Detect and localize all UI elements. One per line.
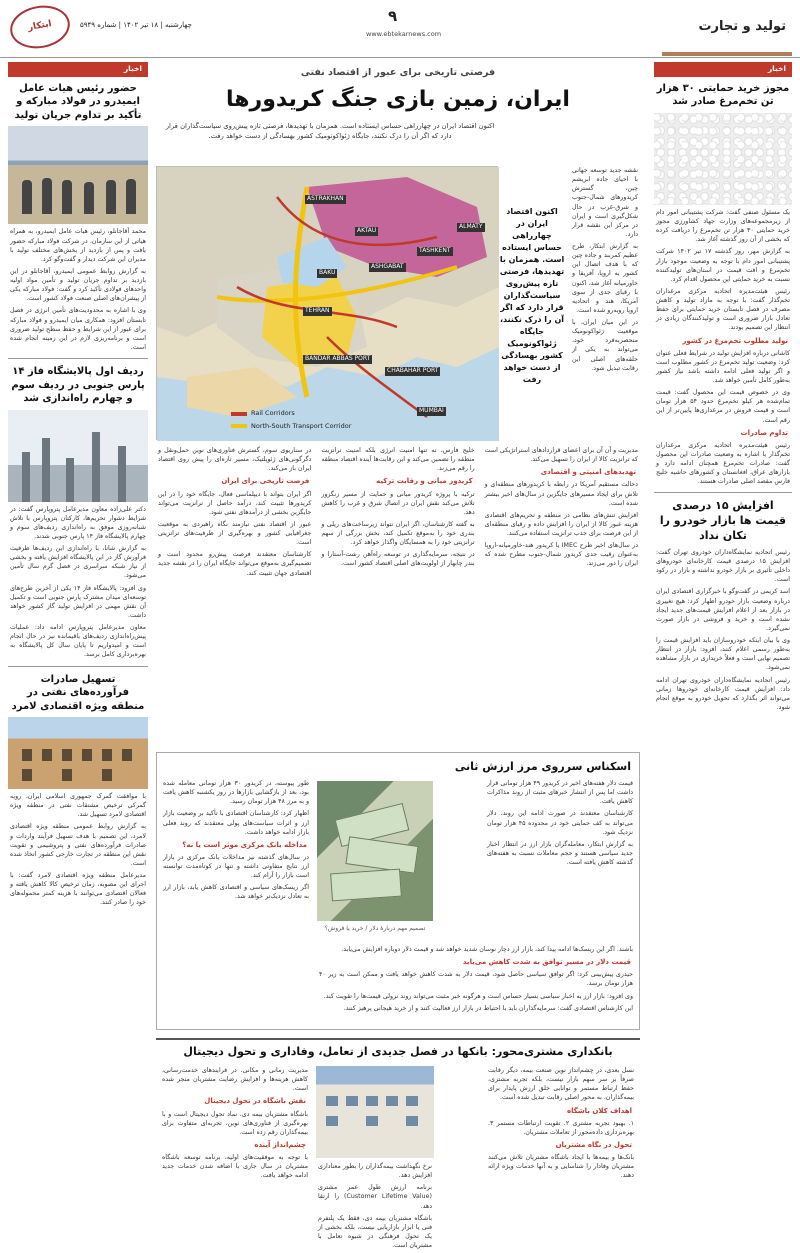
newspaper-logo: ابتکار <box>7 1 73 53</box>
paragraph: افزایش تنش‌های نظامی در منطقه و تحریم‌های اقتصادی هزینه عبور کالا از ایران را افزایش داده و رقبای منطقه‌ای از این فرصت برای جذب ترانزیت استفاده می‌کنند. <box>484 511 638 538</box>
insurance-story <box>156 1038 640 1249</box>
paragraph: با موافقت گمرک جمهوری اسلامی ایران، رویه گمرکی ترخیص مشتقات نفتی در منطقه ویژه اقتصادی لامرد تسهیل شد. <box>10 793 146 819</box>
divider <box>8 666 148 667</box>
subheading: قیمت دلار در مسیر توافق به شدت کاهش می‌یابد <box>462 958 631 967</box>
corridor-map <box>156 166 498 440</box>
paragraph: خلیج فارس، نه تنها امنیت انرژی بلکه امنیت ترانزیت منطقه را تضمین می‌کند و این رقابت‌ها آینده اقتصاد منطقه را رقم می‌زند. <box>321 447 475 473</box>
paragraph: معاون مدیرعامل پتروپارس ادامه داد: عملیات پیش‌راه‌اندازی ردیف‌های باقیمانده نیز در حال انجام است و امیدواریم تا پایان سال کل پالایشگاه به بهره‌برداری کامل برسد. <box>10 624 146 659</box>
page-header <box>0 0 800 58</box>
paragraph: محمد آقاجانلو، رئیس هیات عامل ایمیدرو، به همراه هیاتی از این سازمان، در شرکت فولاد مبارکه حضور یافت و پس از بازدید از بخش‌های مختلف تولید با مدیران این شرکت دیدار و گفت‌وگو کرد. <box>10 228 146 263</box>
paragraph: نقشه جدید توسعه جهانی با احیای جاده ابریشم چین، گسترش کریدورهای شمال-جنوب و شرق-غرب در حال شکل‌گیری است و ایران در مرکز این نقشه قرار دارد. <box>572 167 638 238</box>
paragraph: رئیس هیئت‌مدیره اتحادیه مرکزی مرغداران تخم‌گذار گفت: با توجه به مازاد تولید و کاهش مصرف در فصل تابستان خرید حمایتی برای حفظ تعادل بازار ضروری است و تولیدکنندگان زیادی در انتظار این تصمیم بودند. <box>656 287 790 332</box>
map-graphic <box>157 167 499 441</box>
refinery-story-body <box>8 505 148 660</box>
paragraph: اظهار کرد: کارشناسان اقتصادی با تأکید بر وضعیت بازار ارز و اثرات سیاست‌های پولی معتقدند که روند فعلی بازار ادامه خواهد داشت. <box>163 810 309 836</box>
right-column <box>654 62 792 1230</box>
currency-story <box>156 752 640 1030</box>
map-label: TEHRAN <box>305 307 330 314</box>
lamerd-story-body <box>8 792 148 908</box>
paragraph: رئیس هیئت‌مدیره اتحادیه مرکزی مرغداران تخم‌گذار با اشاره به وضعیت صادرات این محصول گفت: صادرات تخم‌مرغ همچنان ادامه دارد و بازارهای عراق، افغانستان و کشورهای حاشیه خلیج فارس مقصد اصلی صادرات هستند. <box>656 441 790 486</box>
paragraph: باشگاه مشتریان بیمه دی، نماد تحول دیجیتال است و با بهره‌گیری از فناوری‌های نوین، تجربه‌ای متفاوت برای بیمه‌گذاران رقم زده است. <box>162 1110 308 1136</box>
lead-headline: ایران، زمین بازی جنگ کریدورها <box>226 86 570 112</box>
insurance-col <box>486 1066 636 1183</box>
paragraph: اگر ایران بتواند با دیپلماسی فعال، جایگاه خود را در این کریدورها تثبیت کند، درآمد حاصل از ترانزیت می‌تواند جایگزین بخشی از درآمدهای نفتی شود. <box>158 490 312 516</box>
subheading: کریدور میانی و رقابت ترکیه <box>376 477 473 486</box>
legend-label: Rail Corridors <box>251 409 295 418</box>
car-story-headline: افزایش ۱۵ درصدی قیمت ها بازار خودرو را تکان نداد <box>659 499 787 543</box>
section-title: تولید و تجارت <box>698 19 786 34</box>
subheading: تداوم صادرات <box>740 428 788 437</box>
legend-item-rail <box>231 409 351 418</box>
egg-story-headline: مجوز خرید حمایتی ۳۰ هزار تن تخم‌مرغ صادر شد <box>656 82 790 108</box>
paragraph: در سال‌های اخیر طرح IMEC یا کریدور هند-خاورمیانه-اروپا به‌عنوان رقیب جدی کریدور شمال-جنوب مطرح شده که ایران را دور می‌زند. <box>484 542 638 568</box>
refinery-story-headline: ردیف اول پالایشگاه فاز ۱۴ پارس جنوبی در ردیف سوم و چهارم راه‌اندازی شد <box>11 366 145 404</box>
paragraph: اسد کریمی در گفت‌وگو با خبرگزاری اقتصادی ایران درباره وضعیت بازار خودرو اظهار کرد: هیچ تغییری در بازار بعد از اعلام افزایش قیمت‌های جدید ایجاد نشده است و خرید و فروشی در بازار صورت نمی‌گیرد. <box>656 588 790 632</box>
lamerd-story-headline: تسهیل صادرات فرآورده‌های نفتی در منطقه ویژه اقتصادی لامرد <box>11 673 145 712</box>
main-column <box>156 62 640 1249</box>
paragraph: وی افزود: بازار ارز به اخبار سیاسی بسیار حساس است و هرگونه خبر مثبت می‌تواند روند نزولی قیمت‌ها را تقویت کند. <box>323 992 633 1000</box>
currency-col <box>317 945 635 1016</box>
paragraph: این کارشناس اقتصادی گفت: سرمایه‌گذاران باید با احتیاط در بازار ارز فعالیت کنند و از خرید هیجانی پرهیز کنند. <box>343 1004 633 1012</box>
map-label: AKTAU <box>357 227 377 234</box>
paragraph: باشگاه مشتریان بیمه دی، فقط یک پلتفرم فنی یا ابزار بازاریابی نیست، بلکه بخشی از یک تحول فرهنگی در شیوه تعامل با مشتریان است. <box>318 1214 432 1249</box>
subheading: تولید مطلوب تخم‌مرغ در کشور <box>682 336 788 345</box>
map-label: ASTRAKHAN <box>307 195 344 202</box>
lead-intro-text <box>570 166 640 376</box>
paragraph: کارشناسان معتقدند در صورت ادامه این روند، دلار می‌تواند به کف حمایتی خود در محدوده ۴۵ هزار تومان نزدیک شود. <box>487 810 634 836</box>
steel-story-headline: حضور رئیس هیات عامل ایمیدرو در فولاد مبارکه و تأکید بر تداوم جریان تولید <box>14 82 142 121</box>
subheading: فرصت تاریخی برای ایران <box>221 477 310 486</box>
egg-story-body <box>654 208 792 487</box>
lead-summary: اکنون اقتصاد ایران در چهارراهی حساس ایستاده است. همزمان با تهدیدها، فرصتی تازه پیش‌روی سیاست‌گذاران قرار دارد که اگر آن را درک نکنند، جایگاه ژئواکونومیک کشور بهسادگی از دست خواهد رفت. <box>165 121 495 140</box>
map-label: BAKU <box>319 269 336 276</box>
paragraph: رئیس اتحادیه نمایشگاه‌داران خودروی تهران گفت: افزایش ۱۵ درصدی قیمت کارخانه‌ای خودروهای داخلی تأثیری بر بازار خودرو نداشته و بازار در رکود است. <box>656 548 790 584</box>
paragraph: اگر ریسک‌های سیاسی و اقتصادی کاهش یابد، بازار ارز به تعادل نزدیک‌تر خواهد شد. <box>163 884 309 901</box>
pull-quote: اکنون اقتصاد ایران در چهارراهی حساس ایستاده است. همزمان با تهدیدها، فرصتی تازه پیش‌روی سیاست‌گذاران قرار دارد که اگر آن را درک نکنند، جایگاه ژئواکونومیک کشور بهسادگی از دست خواهد رفت <box>499 207 565 384</box>
subheading: تهدیدهای امنیتی و اقتصادی <box>540 468 636 477</box>
subheading: چشم‌انداز آینده <box>254 1140 306 1149</box>
divider <box>8 358 148 359</box>
map-label: CHABAHAR PORT <box>387 367 439 374</box>
photo-caption: تصمیم مهم دربارهٔ دلار / خرید یا فروش؟ <box>324 925 426 932</box>
paragraph: حیدری پیش‌بینی کرد: اگر توافق سیاسی حاصل شود، قیمت دلار به شدت کاهش خواهد یافت و ممکن است به زیر ۴۰ هزار تومان برسد. <box>319 971 633 988</box>
paragraph: ۱. بهبود تجربه مشتری ۲. تقویت ارتباطات مستمر ۳. بهره‌برداری داده‌محور از تعاملات مشتریان. <box>488 1119 634 1136</box>
subheading: مداخله بانک مرکزی موثر است یا نه؟ <box>182 840 307 849</box>
nstc-swatch <box>231 424 247 428</box>
car-story-body <box>654 548 792 712</box>
lead-body <box>156 446 640 746</box>
paragraph: مدیرعامل منطقه ویژه اقتصادی لامرد گفت: با اجرای این مصوبه، زمان ترخیص کالا کاهش یافته و فعالان اقتصادی می‌توانند با هزینه کمتر محموله‌های خود را صادر کنند. <box>10 872 146 907</box>
map-label: TASHKENT <box>419 247 451 254</box>
building-photo <box>8 717 148 789</box>
refinery-photo <box>8 410 148 502</box>
map-side-panel <box>498 166 640 440</box>
paragraph: رئیس اتحادیه نمایشگاه‌داران خودروی تهران ادامه داد: افزایش قیمت کارخانه‌ای خودروها زمانی می‌تواند اثر بگذارد که تحویل خودرو به موقع انجام شود. <box>656 676 790 711</box>
paragraph: دکتر علی‌زاده معاون مدیرعامل پتروپارس گفت: در شرایط دشوار تحریم‌ها، کارکنان پتروپارس با تلاش شبانه‌روزی موفق به راه‌اندازی ردیف‌های سوم و چهارم پالایشگاه فاز ۱۴ پارس جنوبی شدند. <box>10 505 146 540</box>
news-tag: اخبار <box>654 62 792 77</box>
paragraph: به گزارش روابط عمومی ایمیدرو، آقاجانلو در این بازدید بر تداوم جریان تولید و تأمین مواد اولیه واحدهای فولادی تأکید کرد و گفت: فولاد مبارکه یکی از پیشران‌های اصلی صنعت فولاد کشور است. <box>10 267 146 303</box>
paragraph: طور پیوسته، در کریدور ۳۰ هزار تومانی معامله شده بود، بعد از بازگشایی بازارها در روز یکشنبه کاهش یافت و به مرز ۴۸ هزار تومان رسید. <box>163 780 309 806</box>
paragraph: به گزارش شانا، با راه‌اندازی این ردیف‌ها ظرفیت فرآورش گاز در این پالایشگاه افزایش یافته و بخشی از نیاز شبکه سراسری در فصل گرم سال تأمین می‌شود. <box>10 545 146 580</box>
delegation-visit-photo <box>8 126 148 224</box>
eggs-photo <box>654 113 792 205</box>
paragraph: کارشناسان معتقدند فرصت پیش‌رو محدود است و تصمیم‌گیری به‌موقع می‌تواند جایگاه ایران را در نقشه جدید اقتصادی جهان تثبیت کند. <box>158 551 312 577</box>
divider <box>654 492 792 493</box>
lead-kicker: فرصتی تاریخی برای عبور از اقتصاد نفتی <box>300 67 496 78</box>
paragraph: قیمت دلار هفته‌های اخیر در کریدور ۴۹ هزار تومانی قرار داشت اما پس از انتشار خبرهای مثبت از روند مذاکرات کاهش یافت. <box>487 780 633 806</box>
rail-swatch <box>231 412 247 416</box>
paragraph: به گزارش ابتکار، طرح عظیم کمربند و جاده چین که با هدف اتصال این کشور به اروپا، آفریقا و خاورمیانه آغاز شد، اکنون با رقبای جدی از سوی آمریکا، هند و اتحادیه اروپا روبه‌رو شده است. <box>572 243 638 314</box>
map-label: ALMATY <box>459 223 483 230</box>
insurance-col <box>316 1162 434 1253</box>
lead-body-col <box>483 446 640 746</box>
paragraph: برنامه ارزش طول عمر مشتری (Customer Lifetime Value) را ارتقا دهد. <box>318 1184 432 1210</box>
insurance-story-headline: بانکداری مشتری‌محور: بانکها در فصل جدیدی از تعامل، وفاداری و تحول دیجیتال <box>183 1045 613 1058</box>
paragraph: در این میان ایران، با موقعیت ژئواکونومیک منحصربه‌فرد خود، می‌تواند به یکی از حلقه‌های اصلی این رقابت تبدیل شود. <box>572 319 638 372</box>
paragraph: به گفته کارشناسان، اگر ایران نتواند زیرساخت‌های ریلی و بندری خود را به‌موقع تکمیل کند، بخش بزرگی از سهم ترانزیتی خود را به همسایگان واگذار خواهد کرد. <box>321 520 475 547</box>
lead-body-col <box>156 446 313 746</box>
subheading: اهداف کلان باشگاه <box>566 1106 632 1115</box>
paragraph: ترکیه با پروژه کریدور میانی و حمایت از مسیر زنگزور تلاش می‌کند نقش ایران در اتصال شرق و غرب را کاهش دهد. <box>321 490 475 516</box>
paragraph: یک مسئول صنفی گفت: شرکت پشتیبانی امور دام از زیرمجموعه‌های وزارت جهاد کشاورزی مجوز خرید حمایتی ۳۰ هزار تن تخم‌مرغ را دریافت کرده که بخشی از آن روز گذشته آغاز شد. <box>656 208 790 244</box>
map-label: MUMBAI <box>419 407 444 414</box>
bank-building-photo <box>316 1066 434 1158</box>
date-line: چهارشنبه | ۱۸ تیر ۱۴۰۲ | شماره ۵۹۴۹ <box>80 21 192 29</box>
paragraph: به گزارش روابط عمومی منطقه ویژه اقتصادی لامرد، این تصمیم با هدف تسهیل فرآیند واردات و صادرات فرآورده‌های نفتی و پتروشیمی و تقویت نقش این منطقه در تجارت خارجی کشور اتخاذ شده است. <box>10 823 146 867</box>
page-number: ۹ <box>388 7 398 25</box>
paragraph: با توجه به موفقیت‌های اولیه، برنامه توسعه باشگاه مشتریان در سال جاری با اضافه شدن خدمات جدید ادامه خواهد یافت. <box>162 1154 308 1180</box>
paragraph: وی با بیان اینکه خودروسازان باید افزایش قیمت را به‌طور رسمی اعلام کنند، افزود: بازار در انتظار تصمیم نهایی است و فعلاً خریداری در بازار مشاهده نمی‌شود. <box>656 637 790 672</box>
map-legend <box>231 406 351 431</box>
paragraph: در نتیجه، سرمایه‌گذاری در توسعه راه‌آهن رشت-آستارا و بندر چابهار از اولویت‌های اصلی اقتصاد کشور است. <box>321 551 475 568</box>
site-url[interactable]: www.ebtekarnews.com <box>366 30 442 38</box>
currency-story-headline: اسکناس سرروی مرز ارزش ثانی <box>454 760 631 773</box>
steel-story-body <box>8 227 148 352</box>
paragraph: عبور از اقتصاد نفتی نیازمند نگاه راهبردی به موقعیت جغرافیایی کشور و بهره‌گیری از ظرفیت‌های ترانزیتی است. <box>158 520 312 547</box>
paragraph: کاشانی درباره افزایش تولید در شرایط فعلی عنوان کرد: وضعیت تولید تخم‌مرغ در کشور مطلوب است و اگر تولید فعلی ادامه داشته باشد نیاز کشور به‌طور کامل تأمین خواهد شد. <box>656 349 790 385</box>
paragraph: در سناریوی سوم، گسترش فناوری‌های نوین حمل‌ونقل و دگرگونی‌های ژئوپلتیک، مسیر تازه‌ای را پیش روی اقتصاد ایران باز می‌کند. <box>158 447 312 473</box>
subheading: نقش باشگاه در تحول دیجیتال <box>204 1097 306 1106</box>
paragraph: بانک‌ها و بیمه‌ها با ایجاد باشگاه مشتریان تلاش می‌کنند مشتریان وفادار را شناسایی و به آنها خدمات ویژه ارائه دهند. <box>488 1154 634 1180</box>
paragraph: به گزارش مهر، روز گذشته ۱۷ تیر ۱۴۰۲ شرکت پشتیبانی امور دام با توجه به وضعیت موجود بازار تخم‌مرغ و افت قیمت در استان‌های تولیدکننده نسبت به خرید حمایتی این محصول اقدام کرد. <box>656 248 790 283</box>
paragraph: وی افزود: پالایشگاه فاز ۱۴ یکی از آخرین طرح‌های توسعه‌ای میدان مشترک پارس جنوبی است و تکمیل آن نقش مهمی در افزایش تولید گاز کشور خواهد داشت. <box>10 584 146 619</box>
paragraph: به گزارش ابتکار، معامله‌گران بازار ارز در انتظار اخبار جدید سیاسی هستند و حجم معاملات نسبت به هفته‌های گذشته کاهش یافته است. <box>487 840 633 866</box>
paragraph: مدیریت و آن آن برای اعضای قراردادهای استراتژیکی است که ترانزیت کالا از ایران را تسهیل می‌کند. <box>484 447 638 464</box>
currency-col <box>485 779 635 870</box>
news-tag: اخبار <box>8 62 148 77</box>
paragraph: باشند. اگر این ریسک‌ها ادامه پیدا کند، بازار ارز دچار نوسان شدید خواهد شد و قیمت دلار دوباره افزایش می‌یابد. <box>341 946 633 953</box>
section-rule <box>662 52 792 56</box>
map-label: BANDAR ABBAS PORT <box>305 355 371 362</box>
currency-col <box>161 779 311 905</box>
subheading: تحول در نگاه مشتریان <box>555 1140 632 1149</box>
paragraph: وی در خصوص قیمت این محصول گفت: قیمت تمام‌شده هر کیلو تخم‌مرغ حدود ۵۴ هزار تومان است و قیمت فروش در مرغداری‌ها پایین‌تر از این رقم است. <box>656 389 790 424</box>
lead-body-col <box>319 446 476 746</box>
paragraph: نرخ نگهداشت بیمه‌گذاران را بطور معناداری افزایش دهد. <box>318 1163 432 1180</box>
legend-item-nstc <box>231 422 351 431</box>
paragraph: دخالت مستقیم آمریکا در رابطه با کریدورهای منطقه‌ای و تلاش برای ایجاد مسیرهای جایگزین در سال‌های اخیر بیشتر شده است. <box>484 481 638 507</box>
map-label: ASHGABAT <box>371 263 404 270</box>
paragraph: وی با اشاره به محدودیت‌های تأمین انرژی در فصل تابستان افزود: همکاری میان ایمیدرو و فولاد مبارکه برای عبور از این شرایط و حفظ سطح تولید ضروری است و برنامه‌ریزی لازم در این زمینه انجام شده است. <box>10 307 146 351</box>
paragraph: در سال‌های گذشته نیز مداخلات بانک مرکزی در بازار ارز نتایج متفاوتی داشته و تنها در کوتاه‌مدت توانسته است بازار را آرام کند. <box>163 853 309 880</box>
paragraph: مدیریت زمانی و مکانی، در فرایندهای خدمت‌رسانی، کاهش هزینه‌ها و افزایش رضایت مشتریان منجر شده است. <box>162 1067 308 1093</box>
banknotes-photo <box>317 781 433 921</box>
insurance-col <box>160 1066 310 1183</box>
legend-label: North-South Transport Corridor <box>251 421 352 430</box>
left-column <box>8 62 148 1230</box>
paragraph: نسل بعدی، در چشم‌انداز نوین صنعت بیمه، دیگر رقابت صرفاً بر سر سهم بازار نیست، بلکه تجربه مشتری، حفظ ارتباط مستمر و توانایی خلق ارزش پایدار برای بیمه‌گذاران، به محور اصلی رقابت تبدیل شده است. <box>488 1067 634 1102</box>
